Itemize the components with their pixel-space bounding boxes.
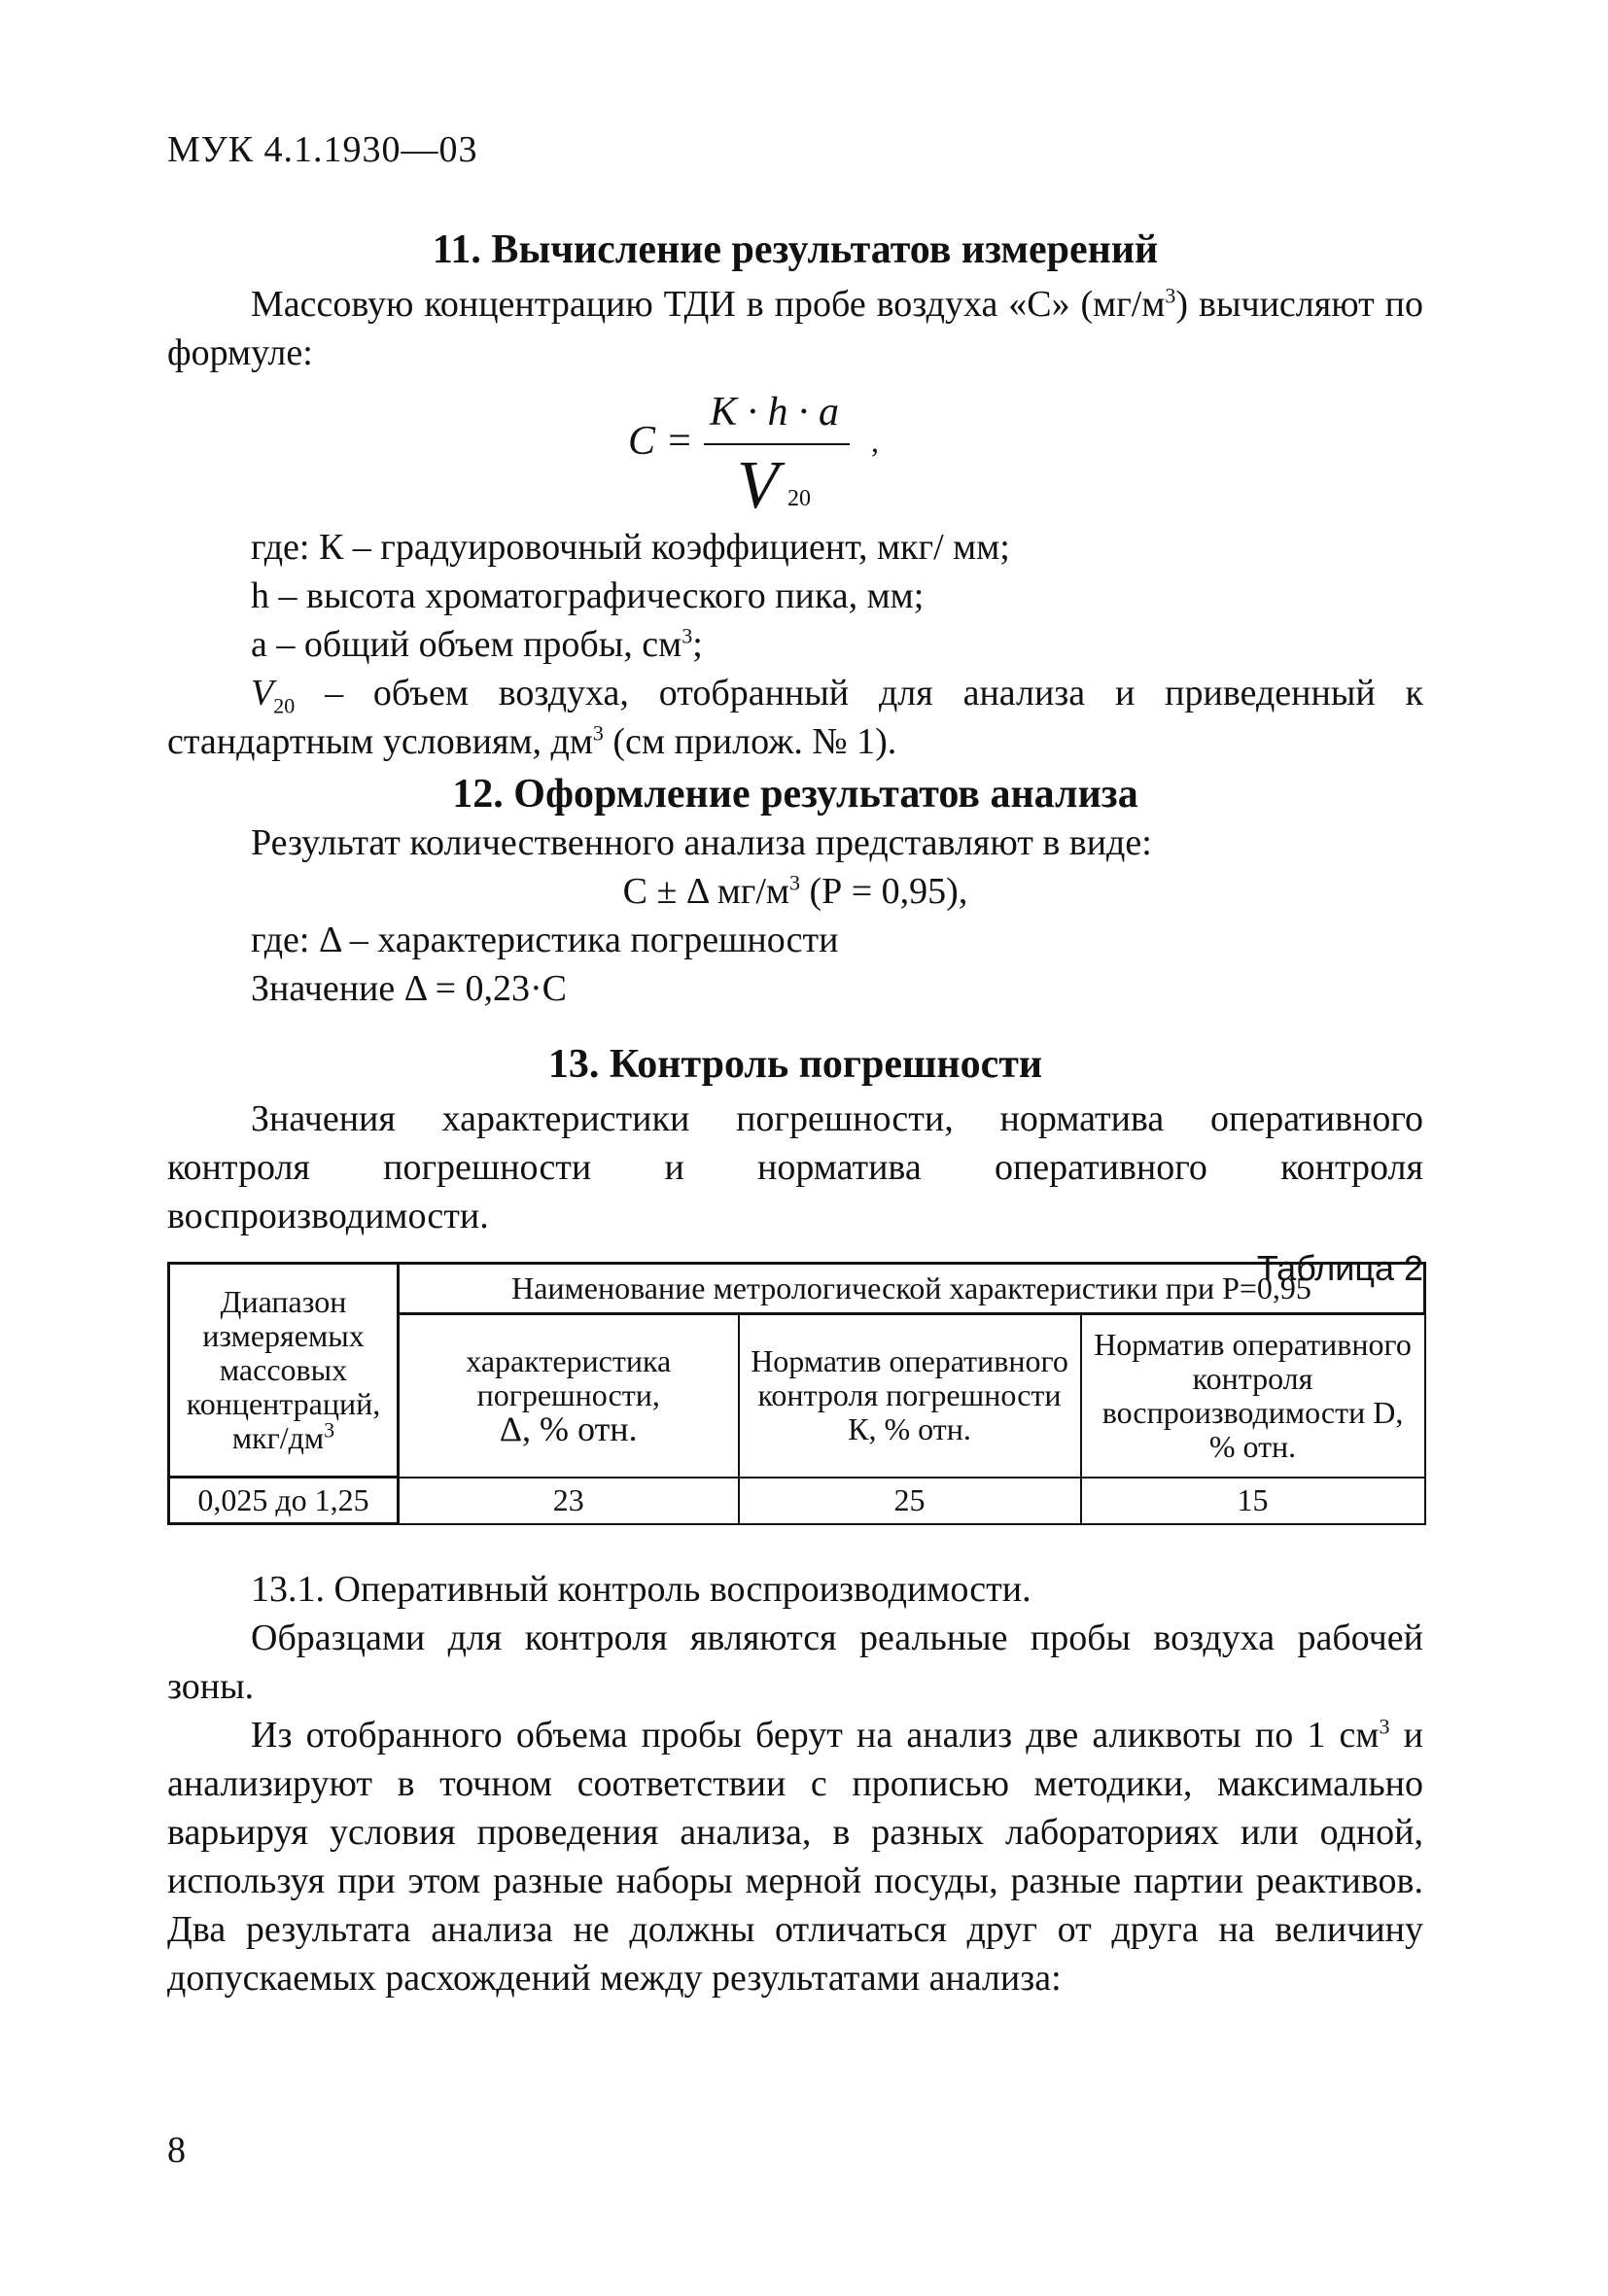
legend-a: а – общий объем пробы, $см^3$; (251, 623, 703, 665)
metrology-table (167, 1262, 1426, 1525)
header-range: Диапазон измеряемых массовых концентраций, мкг/$дм^3$ (169, 1264, 399, 1478)
legend-v20: $V_{20}$ – объем воздуха, отобранный для анализа и приведенный к стандартным условиям, $дм^3$ (см прилож. № 1). (167, 673, 1423, 762)
section-11-intro: Массовую концентрацию ТДИ в пробе воздуха «С» $(мг/м^3)$ вычисляют по формуле: (167, 283, 1423, 373)
formula-denominator: V (737, 448, 779, 523)
formula-lhs: C = (628, 419, 693, 464)
subsection-paragraph-1: Образцами для контроля являются реальные пробы воздуха рабочей зоны. (167, 1618, 1423, 1707)
concentration-formula (622, 389, 953, 535)
formula-denominator-subscript: 20 (787, 486, 811, 511)
header-error-characteristic: характеристика погрешности, Δ, % отн. (399, 1314, 739, 1478)
subsection-13-1-title: 13.1. Оперативный контроль воспроизводимости. (251, 1569, 1031, 1610)
header-accuracy-norm: Норматив оперативного контроля погрешности К, % отн. (739, 1314, 1081, 1478)
subsection-paragraph-2: Из отобранного объема пробы берут на анализ две аликвоты по 1 $см^3$ и анализируют в точном соответствии с прописью методики, максимально варьируя условия проведения анализа, в разных лабораториях или одной, используя при этом разные наборы мерной посуды, разные партии реактивов. Два результата анализа не должны отличаться друг от друга на величину допускаемых расхождений между результатами анализа: (167, 1714, 1423, 1999)
section-13 (167, 1040, 1423, 1293)
header-group: Наименование метрологической характеристики при Р=0,95 (399, 1264, 1425, 1314)
result-formula: С ± Δ $мг/м^3$ (Р = 0,95), (622, 870, 968, 912)
legend-h: h – высота хроматографического пика, мм; (251, 575, 925, 616)
section-12-line-1: Результат количественного анализа представляют в виде: (251, 822, 1152, 863)
table-row (169, 1478, 1425, 1524)
section-13-title: 13. Контроль погрешности (547, 1042, 1043, 1087)
formula-legend (167, 523, 1423, 766)
formula-numerator: K · h · a (710, 390, 840, 435)
fraction-bar (704, 443, 850, 445)
page-number: 8 (167, 2130, 186, 2171)
cell-range: 0,025 до 1,25 (169, 1478, 399, 1524)
section-11-title: 11. Вычисление результатов измерений (432, 227, 1159, 272)
document-code: МУК 4.1.1930—03 (167, 129, 478, 170)
section-12 (167, 770, 1423, 1013)
cell-accuracy-norm: 25 (739, 1478, 1081, 1524)
header-reproducibility-norm: Норматив оперативного контроля воспроизводимости D, % отн. (1081, 1314, 1425, 1478)
section-12-title: 12. Оформление результатов анализа (452, 772, 1138, 817)
section-12-line-3: Значение Δ = 0,23·С (251, 968, 568, 1009)
section-12-line-2: где: Δ – характеристика погрешности (251, 920, 839, 960)
section-13-paragraph: Значения характеристики погрешности, норматива оперативного контроля погрешности и норматива оперативного контроля воспроизводимости. (167, 1098, 1423, 1236)
section-11 (167, 226, 1423, 377)
cell-reproducibility-norm: 15 (1081, 1478, 1425, 1524)
legend-k: где: К – градуировочный коэффициент, мкг/ мм; (251, 527, 1010, 568)
table-caption: Таблица 2 (1256, 1248, 1423, 1288)
formula-comma: , (871, 424, 879, 459)
section-13-1 (167, 1565, 1423, 2002)
cell-error: 23 (399, 1478, 739, 1524)
